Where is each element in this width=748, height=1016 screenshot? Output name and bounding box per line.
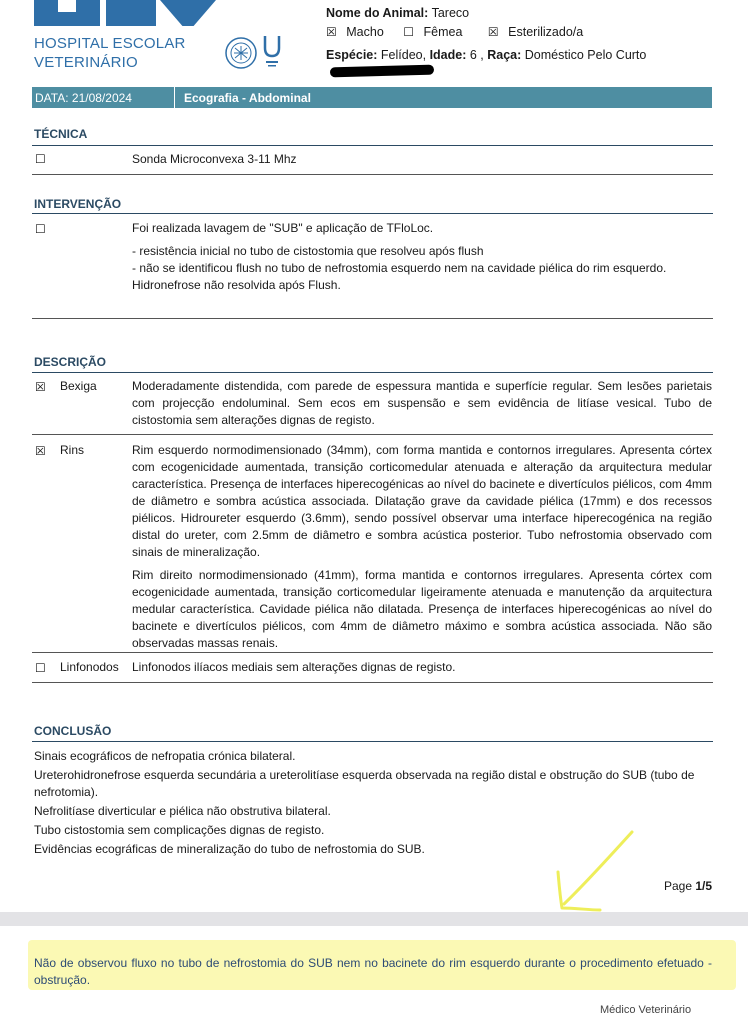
checkbox-sterilized-icon: ☒ <box>487 25 499 39</box>
redaction-mark <box>330 65 434 78</box>
institution-name: HOSPITAL ESCOLAR VETERINÁRIO <box>34 35 186 71</box>
tecnica-checkbox-icon: ☐ <box>35 152 46 166</box>
page-number: Page 1/5 <box>664 879 713 893</box>
exam-date: DATA: 21/08/2024 <box>35 91 132 105</box>
highlighted-note: Não de observou fluxo no tubo de nefrostomia do SUB nem no bacinete do rim esquerdo durante o procedimento efetuado - obstrução. <box>34 956 712 987</box>
checkbox-male-icon: ☒ <box>326 25 337 39</box>
university-seal-icon <box>222 36 260 70</box>
intervencao-checkbox-icon: ☐ <box>35 222 46 236</box>
tecnica-text: Sonda Microconvexa 3-11 Mhz <box>132 152 297 166</box>
conclusao-item: Ureterohidronefrose esquerda secundária a ureterolitíase esquerda observada na região distal e obstrução do SUB (tubo de nefrotomia). <box>34 768 695 799</box>
rins-label: Rins <box>60 443 85 457</box>
intervencao-text: Foi realizada lavagem de "SUB" e aplicação de TFloLoc. - resistência inicial no tubo de cistostomia que resolveu após flush - não se identificou flush no tubo de nefrostomia esquerdo nem na cavidade piélica do rim esquerdo. Hidronefrose não resolvida após Flush. <box>132 221 667 292</box>
cut-off-signature-text: Médico Veterinário <box>600 1004 692 1016</box>
ulisboa-logo-icon <box>262 34 282 68</box>
hev-logo <box>34 0 219 26</box>
checkbox-female-icon: ☐ <box>403 25 415 39</box>
conclusao-item: Sinais ecográficos de nefropatia crónica bilateral. <box>34 749 296 763</box>
conclusao-item: Nefrolitíase diverticular e piélica não obstrutiva bilateral. <box>34 804 331 818</box>
bexiga-checkbox-icon: ☒ <box>35 380 46 394</box>
conclusao-item: Tubo cistostomia sem complicações dignas de registo. <box>34 823 325 837</box>
bexiga-label: Bexiga <box>60 379 97 393</box>
section-descricao-heading: DESCRIÇÃO <box>34 355 107 369</box>
rins-checkbox-icon: ☒ <box>35 444 46 458</box>
conclusao-item: Evidências ecográficas de mineralização do tubo de nefrostomia do SUB. <box>34 842 425 856</box>
section-intervencao-heading: INTERVENÇÃO <box>34 197 122 211</box>
rins-text-left: Rim esquerdo normodimensionado (34mm), com forma mantida e contornos irregulares. Apresenta córtex com ecogenicidade aumentada, transição corticomedular atenuada e alteração da arquitectura medular característica. Presença de interfaces hiperecogénicas ao nível do bacinete e divertículos piélicos, com 4mm de diâmetro e sombra acústica associada. Dilatação grave da cavidade piélica (17mm) e dos recessos piélicos. Hidroureter esquerdo (3.6mm), sendo possível observar uma interface hiperecogénica na região distal do ureter, com 2.5mm de diâmetro e sombra acústica posterior. Tubo nefrostomia observado com sinais de mineralização. <box>132 443 712 559</box>
animal-name-line: Nome do Animal: Tareco <box>326 6 470 20</box>
linfonodos-text: Linfonodos ilíacos mediais sem alterações dignas de registo. <box>132 660 456 674</box>
annotation-arrow-icon <box>550 826 640 916</box>
page-gap <box>0 912 748 926</box>
linfonodos-checkbox-icon: ☐ <box>35 661 46 675</box>
species-line: Espécie: Felídeo, Idade: 6 , Raça: Doméstico Pelo Curto <box>326 48 647 62</box>
section-tecnica-heading: TÉCNICA <box>34 127 88 141</box>
section-conclusao-heading: CONCLUSÃO <box>34 724 112 738</box>
bexiga-text: Moderadamente distendida, com parede de espessura mantida e superfície regular. Sem lesões parietais com projecção endoluminal. Sem ecos em suspensão e sem evidência de litíase vesical. Tubo de cistostomia sem alterações dignas de registo. <box>132 379 712 427</box>
linfonodos-label: Linfonodos <box>60 660 119 674</box>
exam-title: Ecografia - Abdominal <box>184 91 311 105</box>
exam-band <box>32 87 712 108</box>
rins-text-right: Rim direito normodimensionado (41mm), forma mantida e contornos irregulares. Apresenta córtex com ecogenicidade aumentada, transição corticomedular ligeiramente atenuada e manutenção da arquitectura medular característica. Cavidade piélica não dilatada. Presença de interfaces hiperecogénicas ao nível do bacinete e divertículos piélicos, com 4mm de diâmetro máximo e sombra acústica associada. Não são observadas massas renais. <box>132 568 712 650</box>
sex-sterilized-line: ☒ Macho ☐ Fêmea ☒ Esterilizado/a <box>326 25 584 39</box>
